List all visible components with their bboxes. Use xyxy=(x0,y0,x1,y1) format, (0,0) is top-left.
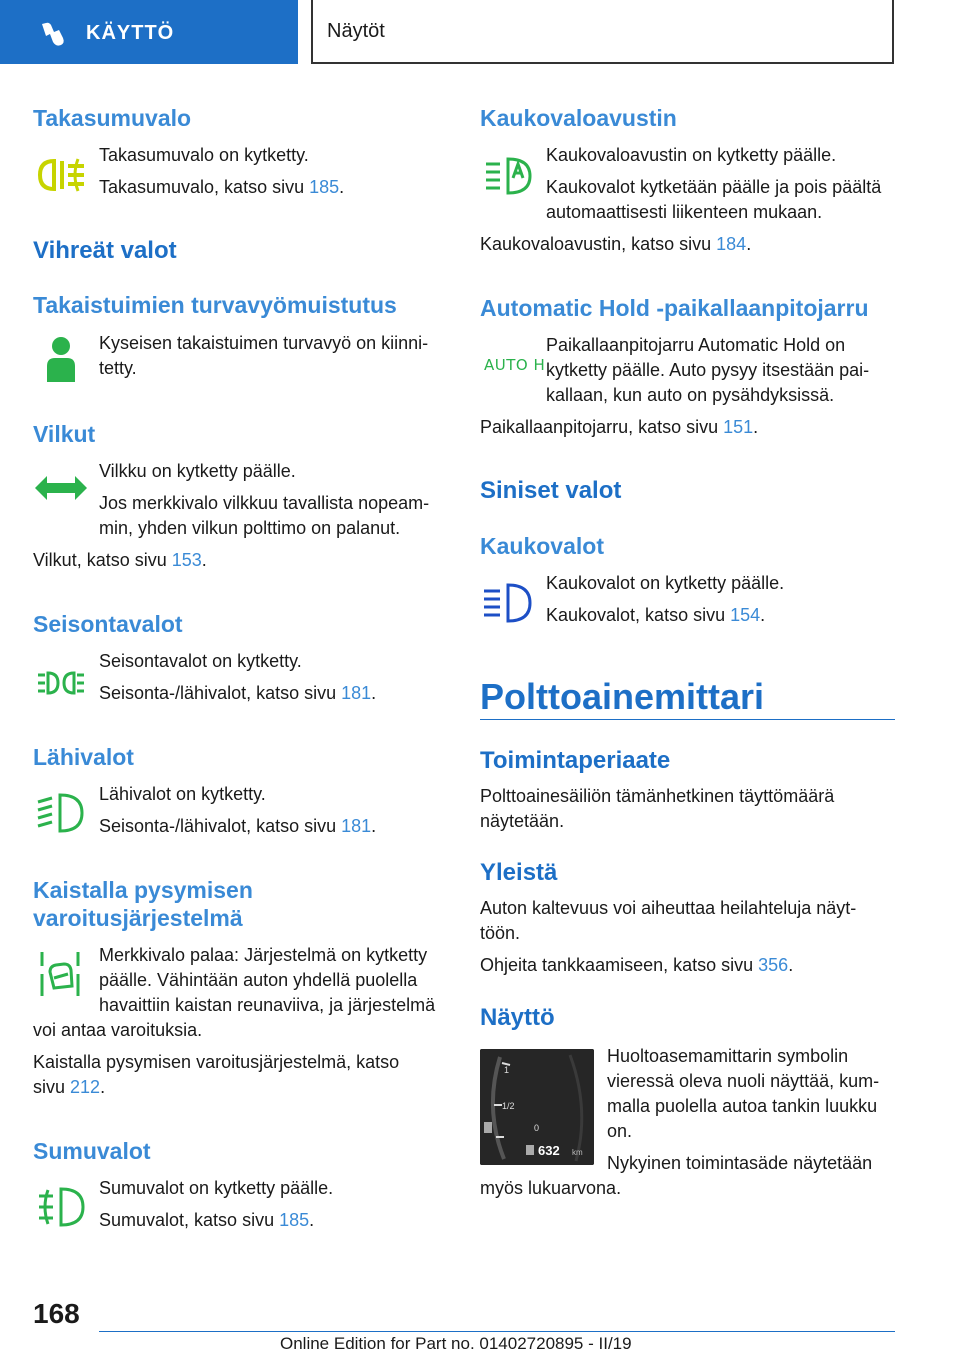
kaukovalot-text-1: Kaukovalot on kytketty päälle. xyxy=(546,573,785,593)
heading-seisontavalot: Seisontavalot xyxy=(33,611,183,637)
auto-hold-icon: AUTO H xyxy=(484,356,546,374)
heading-sumuvalot: Sumuvalot xyxy=(33,1138,151,1164)
rear-fog-light-icon xyxy=(38,157,86,193)
heading-vihreat-valot: Vihreät valot xyxy=(33,237,177,264)
lahivalot-ref: Seisonta-/lähivalot, katso sivu 181. xyxy=(99,816,377,836)
vilkut-text-2: Jos merkkivalo vilkkuu tavallista nopeam- xyxy=(99,493,430,513)
kaista-text-4: voi antaa varoituksia. xyxy=(33,1020,203,1040)
autohold-text-3: kallaan, kun auto on pysähdyksissä. xyxy=(546,385,835,405)
turvavyo-text-2: tetty. xyxy=(99,358,137,378)
edition-footer: Online Edition for Part no. 01402720895 - II/19 xyxy=(280,1334,632,1353)
section-tab xyxy=(0,0,298,64)
toimintaperiaate-text-2: näytetään. xyxy=(480,811,565,831)
page-link-184[interactable]: 184 xyxy=(716,234,747,254)
naytto-text-2: vieressä oleva nuoli näyttää, kum- xyxy=(607,1071,880,1091)
section-divider xyxy=(480,719,895,720)
heading-kaista-1: Kaistalla pysymisen xyxy=(33,877,253,903)
kaukovalot-ref: Kaukovalot, katso sivu 154. xyxy=(546,605,766,625)
front-fog-light-icon xyxy=(37,1186,85,1228)
heading-autohold: Automatic Hold -paikallaanpitojarru xyxy=(480,295,869,321)
chapter-tab xyxy=(311,0,894,64)
naytto-text-3: malla puolella autoa tankin luukku xyxy=(607,1096,878,1116)
heading-turvavyo: Takaistuimien turvavyömuistutus xyxy=(33,292,397,318)
fuel-gauge-photo xyxy=(480,1049,594,1165)
kaukovaloavustin-text-1: Kaukovaloavustin on kytketty päälle. xyxy=(546,145,837,165)
heading-siniset-valot: Siniset valot xyxy=(480,477,622,504)
vilkut-text-3: min, yhden vilkun polttimo on palanut. xyxy=(99,518,401,538)
autohold-text-2: kytketty päälle. Auto pysyy itsestään pai- xyxy=(546,360,870,380)
naytto-text-6: myös lukuarvona. xyxy=(480,1178,622,1198)
heading-polttoainemittari: Polttoainemittari xyxy=(480,676,765,717)
vilkut-ref: Vilkut, katso sivu 153. xyxy=(33,550,207,570)
fuel-gauge-image xyxy=(480,1049,594,1165)
autohold-ref: Paikallaanpitojarru, katso sivu 151. xyxy=(480,417,759,437)
page-link-185b[interactable]: 185 xyxy=(279,1210,310,1230)
vilkut-text-1: Vilkku on kytketty päälle. xyxy=(99,461,296,481)
page-link-151[interactable]: 151 xyxy=(723,417,754,437)
heading-lahivalot: Lähivalot xyxy=(33,744,134,770)
heading-kaukovaloavustin: Kaukovaloavustin xyxy=(480,105,677,131)
gauge-mark-empty: 0 xyxy=(534,1123,540,1133)
page-link-154[interactable]: 154 xyxy=(730,605,761,625)
heading-toimintaperiaate: Toimintaperiaate xyxy=(480,747,671,774)
kaukovaloavustin-text-3: automaattisesti liikenteen mukaan. xyxy=(546,202,823,222)
gauge-mark-full: 1 xyxy=(504,1065,510,1075)
naytto-text-1: Huoltoasemamittarin symbolin xyxy=(607,1046,849,1066)
yleista-text-2: töön. xyxy=(480,923,521,943)
takasumuvalo-text-1: Takasumuvalo on kytketty. xyxy=(99,145,309,165)
kaista-text-3: havaittiin kaistan reunaviiva, ja järjestelmä xyxy=(99,995,436,1015)
heading-takasumuvalo: Takasumuvalo xyxy=(33,105,192,131)
turn-signal-arrows-icon xyxy=(35,476,87,500)
heading-naytto: Näyttö xyxy=(480,1004,555,1031)
naytto-text-5: Nykyinen toimintasäde näytetään xyxy=(607,1153,873,1173)
fuel-pump-icon xyxy=(526,1145,534,1155)
gauge-range-value: 632 xyxy=(538,1143,560,1158)
sumuvalot-text-1: Sumuvalot on kytketty päälle. xyxy=(99,1178,334,1198)
autohold-text-1: Paikallaanpitojarru Automatic Hold on xyxy=(546,335,846,355)
naytto-text-4: on. xyxy=(607,1121,633,1141)
parking-lights-icon xyxy=(37,671,85,695)
heading-yleista: Yleistä xyxy=(480,859,558,886)
sumuvalot-ref: Sumuvalot, katso sivu 185. xyxy=(99,1210,315,1230)
page-link-212[interactable]: 212 xyxy=(70,1077,101,1097)
lane-departure-icon xyxy=(38,948,82,1000)
kaista-ref-1: Kaistalla pysymisen varoitusjärjestelmä, katso xyxy=(33,1052,400,1072)
kaista-text-2: päälle. Vähintään auton yhdellä puolella xyxy=(99,970,418,990)
seisontavalot-ref: Seisonta-/lähivalot, katso sivu 181. xyxy=(99,683,377,703)
page-link-181[interactable]: 181 xyxy=(341,683,372,703)
kaista-ref-2: sivu 212. xyxy=(33,1077,106,1097)
high-beam-assistant-icon xyxy=(484,156,532,196)
low-beam-icon xyxy=(36,792,86,834)
kaukovaloavustin-ref: Kaukovaloavustin, katso sivu 184. xyxy=(480,234,752,254)
kaukovaloavustin-text-2: Kaukovalot kytketään päälle ja pois päältä xyxy=(546,177,882,197)
hand-pointer-icon xyxy=(36,20,66,48)
seisontavalot-text-1: Seisontavalot on kytketty. xyxy=(99,651,302,671)
seat-belt-person-icon xyxy=(45,336,77,386)
toimintaperiaate-text-1: Polttoainesäiliön tämänhetkinen täyttömäärä xyxy=(480,786,835,806)
page-link-153[interactable]: 153 xyxy=(171,550,202,570)
heading-kaista-2: varoitusjärjestelmä xyxy=(33,905,243,931)
gauge-mark-half: 1/2 xyxy=(502,1101,515,1111)
gauge-range-unit: km xyxy=(572,1148,583,1157)
kaista-text-1: Merkkivalo palaa: Järjestelmä on kytketty xyxy=(99,945,428,965)
heading-vilkut: Vilkut xyxy=(33,421,96,447)
high-beam-icon xyxy=(482,582,532,624)
takasumuvalo-ref: Takasumuvalo, katso sivu 185. xyxy=(99,177,345,197)
footer-divider xyxy=(99,1331,895,1332)
page-link-185[interactable]: 185 xyxy=(309,177,340,197)
yleista-ref: Ohjeita tankkaamiseen, katso sivu 356. xyxy=(480,955,794,975)
chapter-title: Näytöt xyxy=(327,20,385,42)
page-number: 168 xyxy=(33,1298,80,1329)
lahivalot-text-1: Lähivalot on kytketty. xyxy=(99,784,266,804)
page-link-181b[interactable]: 181 xyxy=(341,816,372,836)
yleista-text-1: Auton kaltevuus voi aiheuttaa heilahteluja näyt- xyxy=(480,898,857,918)
page-link-356[interactable]: 356 xyxy=(758,955,789,975)
turvavyo-text-1: Kyseisen takaistuimen turvavyö on kiinni- xyxy=(99,333,429,353)
heading-kaukovalot: Kaukovalot xyxy=(480,533,604,559)
section-label: KÄYTTÖ xyxy=(86,22,175,44)
